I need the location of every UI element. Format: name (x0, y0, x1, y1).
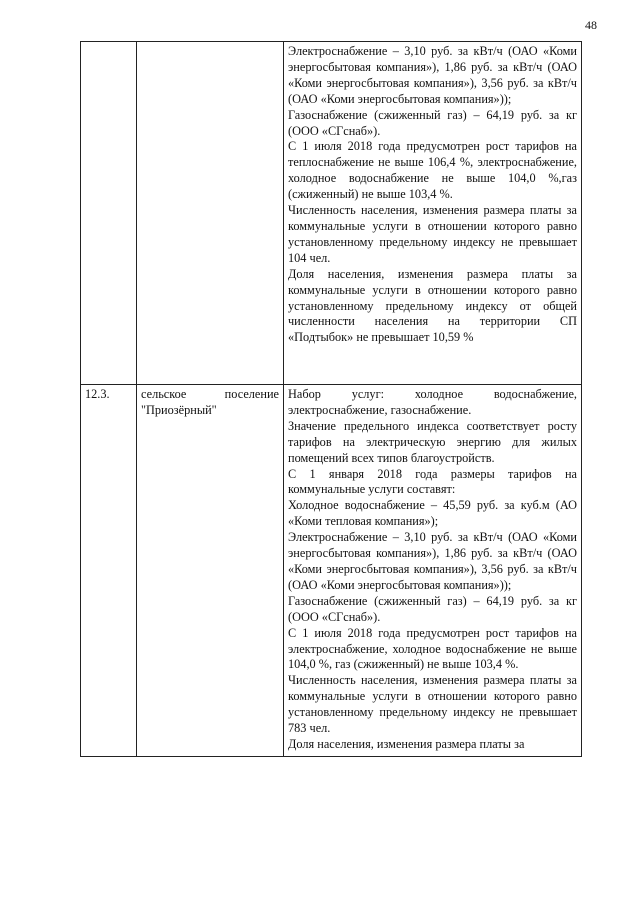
settlement-name-cell (137, 385, 284, 757)
paragraph: Газоснабжение (сжиженный газ) – 64,19 руб. за кг (ООО «СГснаб»). (288, 107, 577, 138)
paragraph: Газоснабжение (сжиженный газ) – 64,19 руб. за кг (ООО «СГснаб»). (288, 593, 577, 624)
paragraph: Холодное водоснабжение – 45,59 руб. за куб.м (АО «Коми тепловая компания»); (288, 498, 577, 529)
table-row (81, 42, 582, 385)
tariff-table (80, 41, 582, 757)
paragraph: Электроснабжение – 3,10 руб. за кВт/ч (ОАО «Коми энергосбытовая компания»), 1,86 руб. за кВт/ч (ОАО «Коми энергосбытовая компания»), 3,56 руб. за кВт/ч (ОАО «Коми энергосбытовая компания»)); (288, 530, 577, 592)
settlement-name-line2: "Приозёрный" (141, 402, 217, 417)
tariff-description-cell (284, 385, 582, 757)
paragraph: С 1 июля 2018 года предусмотрен рост тарифов на электроснабжение, холодное водоснабжение не выше 104,0 %, газ (сжиженный) не выше 103,4 %. (288, 625, 577, 672)
row-number: 12.3. (85, 387, 110, 401)
paragraph: Численность населения, изменения размера платы за коммунальные услуги в отношении которого равно установленному предельному индексу не превышает 783 чел. (288, 673, 577, 736)
page-number: 48 (585, 18, 597, 32)
table-row (81, 385, 582, 757)
paragraph: Набор услуг: холодное водоснабжение, электроснабжение, газоснабжение. (288, 387, 577, 417)
row-number-cell (81, 42, 137, 385)
settlement-name-cell (137, 42, 284, 385)
settlement-name-line1: сельское поселение (141, 387, 279, 401)
paragraph: Доля населения, изменения размера платы за (288, 736, 525, 751)
paragraph: С 1 июля 2018 года предусмотрен рост тарифов на теплоснабжение не выше 106,4 %, электроснабжение, холодное водоснабжение не выше 104,0 %,газ (сжиженный) не выше 103,4 %. (288, 139, 577, 202)
paragraph: Электроснабжение – 3,10 руб. за кВт/ч (ОАО «Коми энергосбытовая компания»), 1,86 руб. за кВт/ч (ОАО «Коми энергосбытовая компания»), 3,56 руб. за кВт/ч (ОАО «Коми энергосбытовая компания»)); (288, 44, 577, 106)
tariff-description-cell (284, 42, 582, 385)
paragraph: С 1 января 2018 года размеры тарифов на коммунальные услуги составят: (288, 466, 577, 497)
paragraph: Значение предельного индекса соответствует росту тарифов на электрическую энергию для жилых помещений всех типов благоустройств. (288, 418, 577, 465)
row-number-cell (81, 385, 137, 757)
paragraph: Численность населения, изменения размера платы за коммунальные услуги в отношении которого равно установленному предельному индексу не превышает 104 чел. (288, 203, 577, 265)
paragraph: Доля населения, изменения размера платы за коммунальные услуги в отношении которого равно установленному предельному индексу от общей численности населения на территории СП «Подтыбок» не превышает 10,59 % (288, 266, 577, 345)
